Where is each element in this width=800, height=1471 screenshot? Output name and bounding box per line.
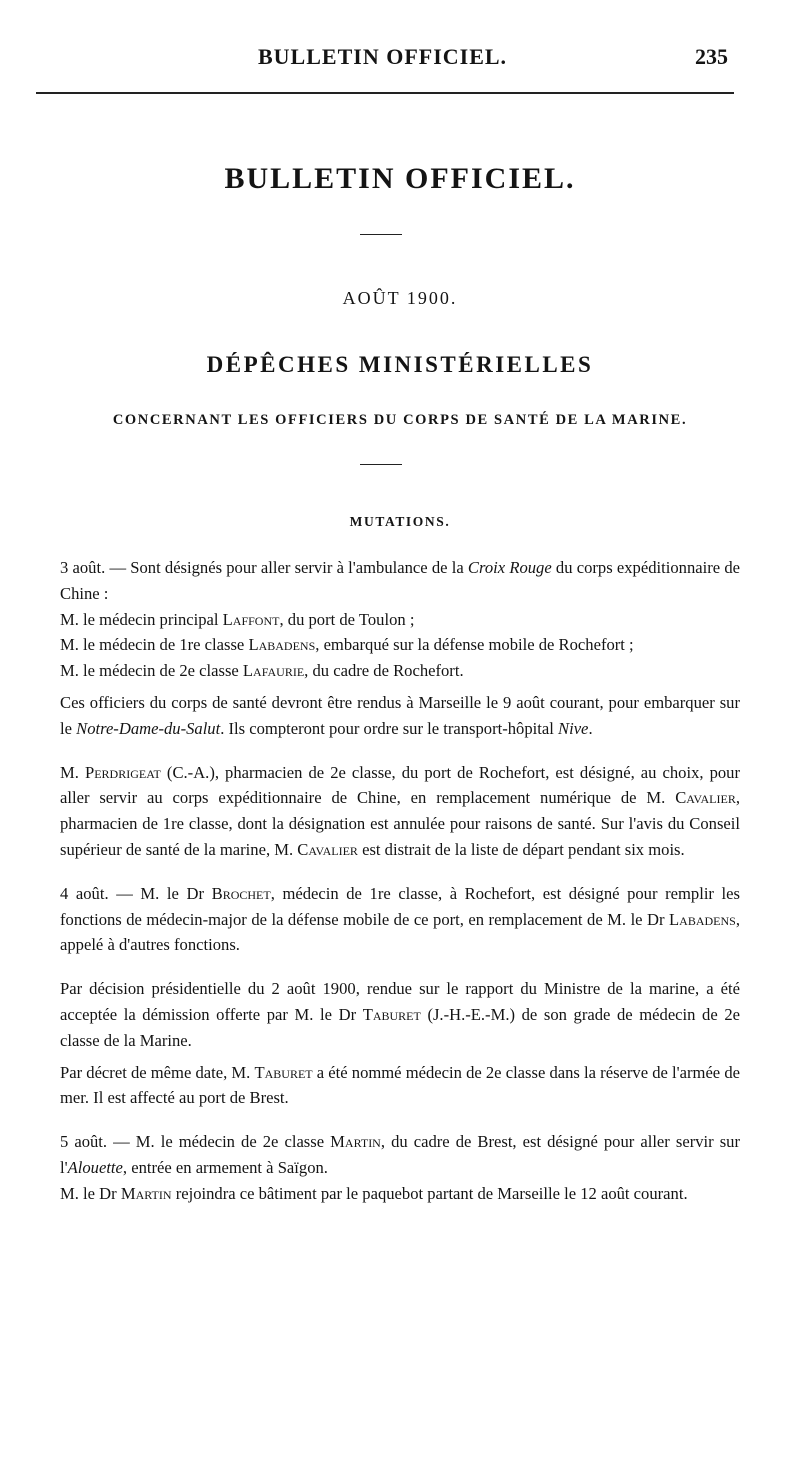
text: .	[588, 718, 593, 738]
text: , du cadre de Rochefort.	[304, 661, 464, 681]
running-head	[0, 44, 800, 74]
person-name: Cavalier	[297, 839, 358, 859]
text: , médecin de 1re classe, à Rochefort, est désigné pour remplir les fonctions de médecin-major de la défense mobile de ce port, en remplacement de M. le Dr	[60, 883, 740, 929]
paragraph	[60, 632, 740, 658]
title-divider	[360, 234, 402, 235]
paragraph	[60, 976, 740, 1053]
text: (J.-H.-E.-M.) de son grade de médecin de 2e classe de la Marine.	[60, 1004, 740, 1050]
person-name: Cavalier	[675, 788, 736, 808]
section-heading: DÉPÊCHES MINISTÉRIELLES	[206, 352, 594, 377]
paragraph	[60, 658, 740, 684]
paragraph	[60, 1181, 740, 1207]
text: du corps expéditionnaire de Chine :	[60, 558, 740, 603]
paragraph	[60, 1060, 740, 1112]
text: rejoindra ce bâtiment par le paquebot partant de Marseille le 12 août courant.	[171, 1183, 688, 1203]
text: est distrait de la liste de départ pendant six mois.	[357, 839, 685, 859]
text: (C.-A.), pharmacien de 2e classe, du port de Rochefort, est désigné, au choix, pour aller servir au corps expéditionnaire de Chine, en remplacement numérique de M.	[60, 762, 740, 808]
body-text	[60, 555, 740, 1207]
text: 4 août. — M. le Dr	[60, 883, 212, 903]
page-title: BULLETIN OFFICIEL.	[224, 162, 576, 195]
paragraph	[60, 607, 740, 633]
text: , entrée en armement à Saïgon.	[122, 1157, 328, 1177]
subheading-divider	[360, 464, 402, 465]
person-name: Martin	[330, 1132, 381, 1152]
text: , du port de Toulon ;	[279, 609, 415, 629]
text: Par décision présidentielle du 2 août 1900, rendue sur le rapport du Ministre de la marine, a été acceptée la démission offerte par M. le Dr	[60, 979, 740, 1024]
running-head-title: BULLETIN OFFICIEL.	[258, 44, 508, 69]
text: M. le Dr	[60, 1183, 121, 1203]
text: Ces officiers du corps de santé devront être rendus à Marseille le 9 août courant, pour embarquer sur le	[60, 692, 740, 738]
mutations-title: MUTATIONS.	[349, 514, 451, 529]
person-name: Taburet	[362, 1004, 421, 1024]
text: M. le médecin principal	[60, 609, 223, 629]
text: , pharmacien de 1re classe, dont la désignation est annulée pour raisons de santé. Sur l'avis du Conseil supérieur de santé de la marine, M.	[60, 788, 740, 859]
person-name: Martin	[120, 1183, 172, 1203]
header-rule	[36, 92, 734, 94]
text: M. le médecin de 2e classe	[60, 661, 243, 681]
text: , embarqué sur la défense mobile de Rochefort ;	[315, 635, 634, 655]
person-name: Labadens	[248, 635, 316, 655]
text: a été nommé médecin de 2e classe dans la réserve de l'armée de mer. Il est affecté au port de Brest.	[60, 1062, 740, 1108]
ship-name: Nive	[558, 718, 589, 738]
ship-name: Alouette	[67, 1157, 123, 1177]
person-name: Brochet	[211, 883, 271, 903]
section-subheading: CONCERNANT LES OFFICIERS DU CORPS DE SANTÉ DE LA MARINE.	[112, 412, 688, 428]
text: M. le médecin de 1re classe	[60, 635, 249, 655]
person-name: Laffont	[222, 609, 280, 629]
paragraph	[60, 555, 740, 607]
person-name: Perdrigeat	[84, 762, 161, 782]
paragraph	[60, 881, 740, 958]
paragraph	[60, 1129, 740, 1181]
person-name: Lafaurie	[242, 661, 305, 681]
text-italic: Croix Rouge	[467, 558, 552, 577]
ship-name: Notre-Dame-du-Salut	[76, 718, 221, 738]
text: M.	[60, 762, 85, 782]
date-line: AOÛT 1900.	[342, 288, 458, 308]
person-name: Taburet	[254, 1062, 313, 1082]
text: . Ils compteront pour ordre sur le transport-hôpital	[220, 718, 559, 738]
text: Par décret de même date, M.	[60, 1062, 255, 1082]
paragraph	[60, 690, 740, 742]
person-name: Labadens	[669, 909, 736, 929]
page-number: 235	[695, 44, 728, 69]
text: , appelé à d'autres fonctions.	[60, 909, 740, 955]
text: 5 août. — M. le médecin de 2e classe	[60, 1132, 331, 1152]
text: , du cadre de Brest, est désigné pour aller servir sur l'	[60, 1132, 740, 1177]
text: 3 août. — Sont désignés pour aller servir à l'ambulance de la	[60, 558, 468, 577]
paragraph	[60, 760, 740, 863]
